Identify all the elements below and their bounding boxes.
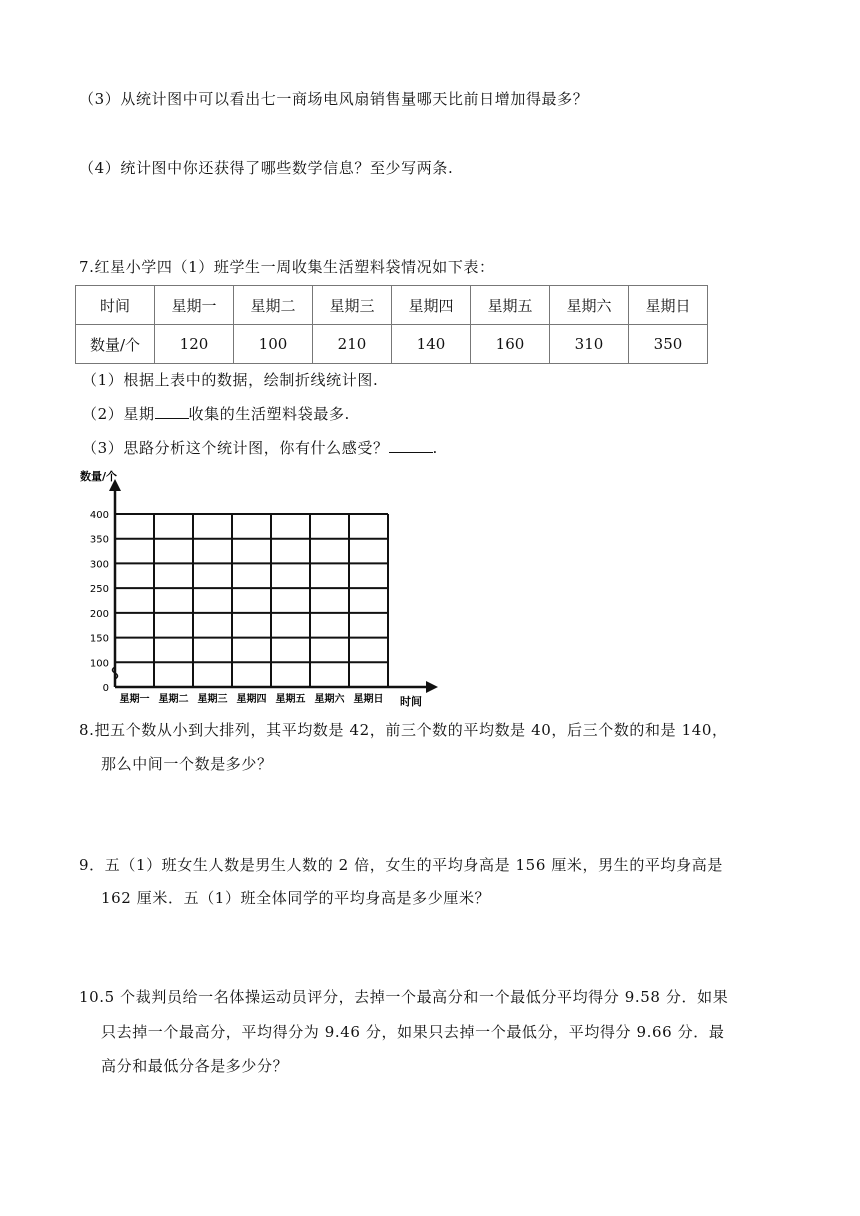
table-value-cell: 350 [629, 325, 708, 364]
answer-blank[interactable] [389, 438, 433, 453]
x-tick-label: 星期日 [353, 694, 384, 705]
q7-part1: （1）根据上表中的数据，绘制折线统计图. [82, 371, 379, 389]
x-tick-label: 星期一 [119, 694, 150, 705]
table-value-cell: 210 [313, 325, 392, 364]
y-tick-label: 250 [89, 584, 109, 596]
table-value-row [76, 325, 708, 364]
x-axis-arrow [426, 681, 438, 693]
x-tick-label: 星期三 [197, 694, 228, 705]
y-tick-label: 150 [89, 633, 109, 645]
x-tick-labels [120, 692, 384, 705]
table-value-cell: 140 [392, 325, 471, 364]
table-day-cell: 星期一 [155, 286, 234, 325]
table-header-label: 时间 [76, 286, 155, 325]
table-value-cell: 160 [471, 325, 550, 364]
table-row-label: 数量/个 [76, 325, 155, 364]
q6-part4: （4）统计图中你还获得了哪些数学信息？至少写两条. [79, 159, 454, 177]
q7-stem: 7.红星小学四（1）班学生一周收集生活塑料袋情况如下表： [79, 258, 495, 276]
q9-line1: 9．五（1）班女生人数是男生人数的 2 倍，女生的平均身高是 156 厘米，男生的平均身高是 [79, 856, 723, 874]
table-value-cell: 100 [234, 325, 313, 364]
x-tick-label: 星期四 [236, 694, 267, 705]
table-day-cell: 星期五 [471, 286, 550, 325]
q10-line3: 高分和最低分各是多少分？ [101, 1057, 289, 1075]
q10-line1: 10.5 个裁判员给一名体操运动员评分，去掉一个最高分和一个最低分平均得分 9.58 分．如果 [79, 988, 729, 1006]
table-day-cell: 星期三 [313, 286, 392, 325]
x-tick-label: 星期六 [314, 694, 345, 705]
answer-blank[interactable] [155, 404, 189, 419]
table-day-cell: 星期四 [392, 286, 471, 325]
x-axis-label: 时间 [400, 695, 422, 708]
q8-line2: 那么中间一个数是多少？ [101, 755, 273, 773]
q7-part2-before: （2）星期 [82, 405, 155, 423]
x-tick-label: 星期二 [158, 694, 189, 705]
q7-part3-after: . [432, 439, 438, 457]
q7-part3-before: （3）思路分析这个统计图，你有什么感受？ [82, 439, 389, 457]
y-tick-labels [90, 510, 109, 694]
q8-line1: 8.把五个数从小到大排列，其平均数是 42，前三个数的平均数是 40，后三个数的和是 140， [79, 721, 728, 739]
y-tick-label: 0 [102, 683, 109, 694]
x-tick-label: 星期五 [275, 694, 306, 705]
y-tick-label: 300 [89, 559, 109, 571]
grid-svg [78, 463, 448, 708]
y-tick-label: 100 [89, 658, 109, 670]
blank-line-chart-grid [78, 463, 448, 708]
table-day-cell: 星期日 [629, 286, 708, 325]
q6-part3: （3）从统计图中可以看出七一商场电风扇销售量哪天比前日增加得最多？ [79, 90, 589, 108]
table-header-row [76, 286, 708, 325]
table-value-cell: 310 [550, 325, 629, 364]
q7-part2 [82, 403, 350, 425]
grid-lines [115, 514, 388, 687]
y-axis-label: 数量/个 [80, 470, 118, 483]
q9-line2: 162 厘米．五（1）班全体同学的平均身高是多少厘米？ [101, 889, 491, 907]
q10-line2: 只去掉一个最高分，平均得分为 9.46 分，如果只去掉一个最低分，平均得分 9.66 分．最 [101, 1023, 725, 1041]
table-day-cell: 星期六 [550, 286, 629, 325]
y-tick-label: 350 [89, 534, 109, 546]
y-tick-label: 400 [89, 510, 109, 521]
table-value-cell: 120 [155, 325, 234, 364]
table-day-cell: 星期二 [234, 286, 313, 325]
y-tick-label: 200 [89, 608, 109, 620]
plastic-bag-table [75, 285, 708, 364]
q7-part2-after: 收集的生活塑料袋最多. [188, 405, 350, 423]
q7-part3 [82, 437, 438, 459]
